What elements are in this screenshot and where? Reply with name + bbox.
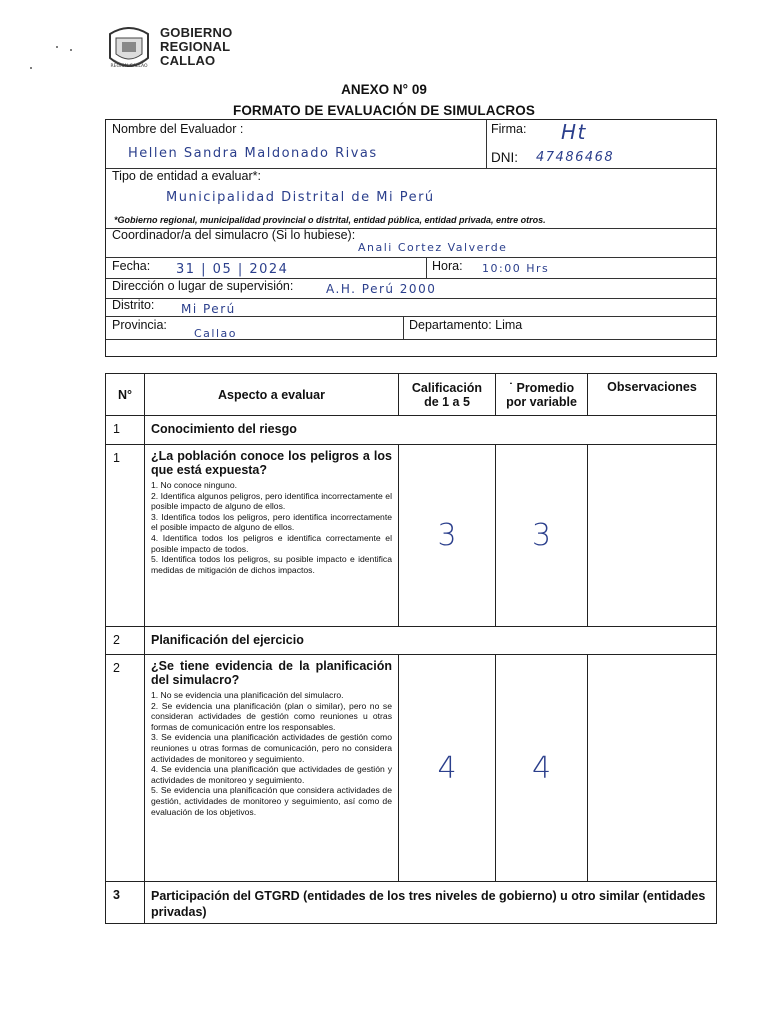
option-item: 5. Se evidencia una planificación que considera actividades de gestión, actividades de monitoreo y seguimiento, así como de evaluación de los objetivos. — [151, 785, 392, 817]
dni-field[interactable]: 47486468 — [536, 150, 615, 165]
signature-label: Firma: — [491, 122, 527, 136]
option-item: 3. Identifica todos los peligros, pero identifica incorrectamente el posible impacto de alguno de ellos. — [151, 511, 392, 533]
coordinator-field[interactable]: Anali Cortez Valverde — [358, 241, 508, 254]
dni-label: DNI: — [491, 150, 518, 165]
logo-line: REGIONAL — [160, 39, 231, 54]
district-field[interactable]: Mi Perú — [181, 302, 236, 316]
entity-type-label: Tipo de entidad a evaluar*: — [112, 169, 261, 183]
col-header-score: Calificación de 1 a 5 — [399, 374, 496, 416]
observations-cell[interactable] — [588, 445, 717, 627]
logo-line: GOBIERNO — [160, 25, 233, 40]
time-field[interactable]: 10:00 Hrs — [482, 262, 550, 275]
question-number: 1 — [106, 445, 145, 627]
option-item: 4. Se evidencia una planificación que actividades de gestión y actividades de monitoreo y seguimiento. — [151, 764, 392, 785]
average-cell[interactable]: 3 — [496, 445, 588, 627]
evaluator-name-field[interactable]: Hellen Sandra Maldonado Rivas — [128, 146, 378, 161]
col-header-average: ˙ Promedio por variable — [496, 374, 588, 416]
question-cell — [145, 445, 399, 627]
district-label: Distrito: — [112, 298, 155, 312]
section-row — [106, 627, 717, 655]
address-field[interactable]: A.H. Perú 2000 — [326, 282, 437, 296]
logo-line: CALLAO — [160, 53, 216, 68]
section-number: 3 — [106, 882, 145, 924]
option-list — [151, 480, 392, 575]
evaluator-label: Nombre del Evaluador : — [112, 122, 244, 136]
section-title: Participación del GTGRD (entidades de los tres niveles de gobierno) u otro similar (entidades privadas) — [145, 882, 717, 924]
evaluation-info-box — [105, 119, 717, 357]
date-field[interactable]: 31 | 05 | 2024 — [176, 262, 289, 277]
date-label: Fecha: — [112, 259, 151, 273]
question-row — [106, 655, 717, 882]
coordinator-label: Coordinador/a del simulacro (Si lo hubiese): — [112, 228, 356, 242]
address-label: Dirección o lugar de supervisión: — [112, 279, 294, 293]
question-cell — [145, 655, 399, 882]
option-item: 5. Identifica todos los peligros, su posible impacto e identifica medidas de mitigación de dichos impactos. — [151, 554, 392, 575]
province-field[interactable]: Callao — [194, 327, 238, 340]
question-row — [106, 445, 717, 627]
entity-type-note: *Gobierno regional, municipalidad provincial o distrital, entidad pública, entidad privada, entre otros. — [114, 215, 546, 225]
section-title: Planificación del ejercicio — [145, 627, 717, 655]
entity-type-field[interactable]: Municipalidad Distrital de Mi Perú — [166, 190, 435, 205]
scan-speck — [56, 46, 58, 48]
col-header-observations: Observaciones — [588, 374, 717, 416]
section-title: Conocimiento del riesgo — [145, 416, 717, 445]
average-cell[interactable]: 4 — [496, 655, 588, 882]
score-cell[interactable]: 4 — [399, 655, 496, 882]
section-number: 2 — [106, 627, 145, 655]
table-header-row — [106, 374, 717, 416]
option-item: 3. Se evidencia una planificación actividades de gestión como reuniones u otras formas de comunicación, pero no considera actividades de monitoreo y seguimiento. — [151, 732, 392, 764]
col-header-num: N° — [106, 374, 145, 416]
option-item: 1. No se evidencia una planificación del simulacro. — [151, 690, 344, 700]
option-item: 2. Se evidencia una planificación (plan o similar), pero no se consideran actividades de gestión como reuniones u otras formas de comunicación entre los responsables. — [151, 700, 392, 732]
option-item: 4. Identifica todos los peligros e identifica correctamente el posible impacto de todos. — [151, 532, 392, 554]
col-header-aspect: Aspecto a evaluar — [145, 374, 399, 416]
province-label: Provincia: — [112, 318, 167, 332]
question-title: ¿La población conoce los peligros a los que está expuesta? — [151, 449, 392, 477]
gobierno-regional-callao-logo — [100, 20, 270, 76]
section-number: 1 — [106, 416, 145, 445]
observations-cell[interactable] — [588, 655, 717, 882]
annex-title: ANEXO N° 09 — [341, 82, 427, 97]
score-cell[interactable]: 3 — [399, 445, 496, 627]
section-row — [106, 882, 717, 924]
signature-field[interactable]: Ht — [561, 120, 587, 144]
option-list — [151, 690, 392, 817]
question-number: 2 — [106, 655, 145, 882]
logo-text — [160, 26, 232, 68]
scan-speck — [70, 49, 72, 51]
section-row — [106, 416, 717, 445]
department-label: Departamento: Lima — [409, 318, 523, 332]
scan-speck — [30, 67, 32, 69]
evaluation-table — [105, 373, 717, 924]
option-item: 2. Identifica algunos peligros, pero identifica incorrectamente el posible impacto de alguno de ellos. — [151, 490, 392, 512]
form-title: FORMATO DE EVALUACIÓN DE SIMULACROS — [232, 103, 535, 118]
time-label: Hora: — [432, 259, 463, 273]
option-item: 1. No conoce ninguno. — [151, 480, 238, 490]
regional-seal-icon — [100, 20, 158, 76]
seal-text: REGION CALLAO — [110, 64, 148, 69]
question-title: ¿Se tiene evidencia de la planificación del simulacro? — [151, 659, 392, 687]
